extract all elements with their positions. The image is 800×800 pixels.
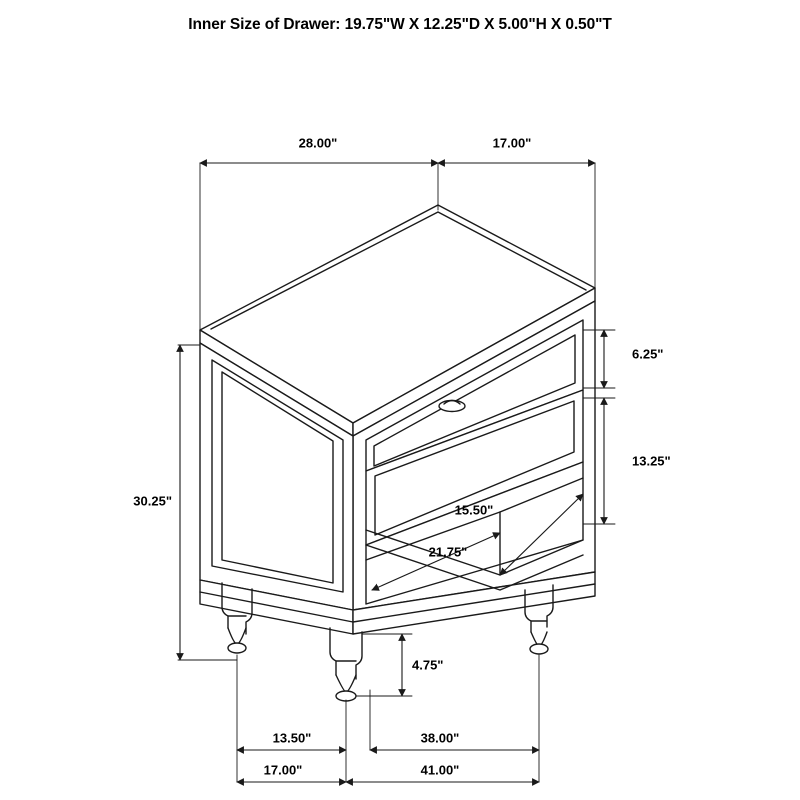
dimension-label-shelf-depth: 15.50" [454, 502, 494, 518]
dimension-label-leg-height: 4.75" [412, 657, 444, 673]
dimension-label-overall-height: 30.25" [133, 493, 172, 509]
dimension-label-foot-offset: 13.50" [272, 730, 312, 746]
dimension-label-base-left: 17.00" [263, 762, 303, 778]
dimension-label-top-left: 28.00" [298, 135, 338, 151]
foot-front-center [330, 628, 362, 701]
dimension-label-shelf-width: 21.75" [428, 544, 468, 560]
dimension-label-depth-bottom: 38.00" [420, 730, 460, 746]
dimension-label-drawer-height: 6.25" [632, 346, 664, 362]
dimension-label-base-right: 41.00" [420, 762, 460, 778]
page-title: Inner Size of Drawer: 19.75"W X 12.25"D X 5.00"H X 0.50"T [188, 16, 612, 33]
dimension-label-shelf-height: 13.25" [632, 453, 671, 469]
dimension-label-top-right: 17.00" [492, 135, 532, 151]
